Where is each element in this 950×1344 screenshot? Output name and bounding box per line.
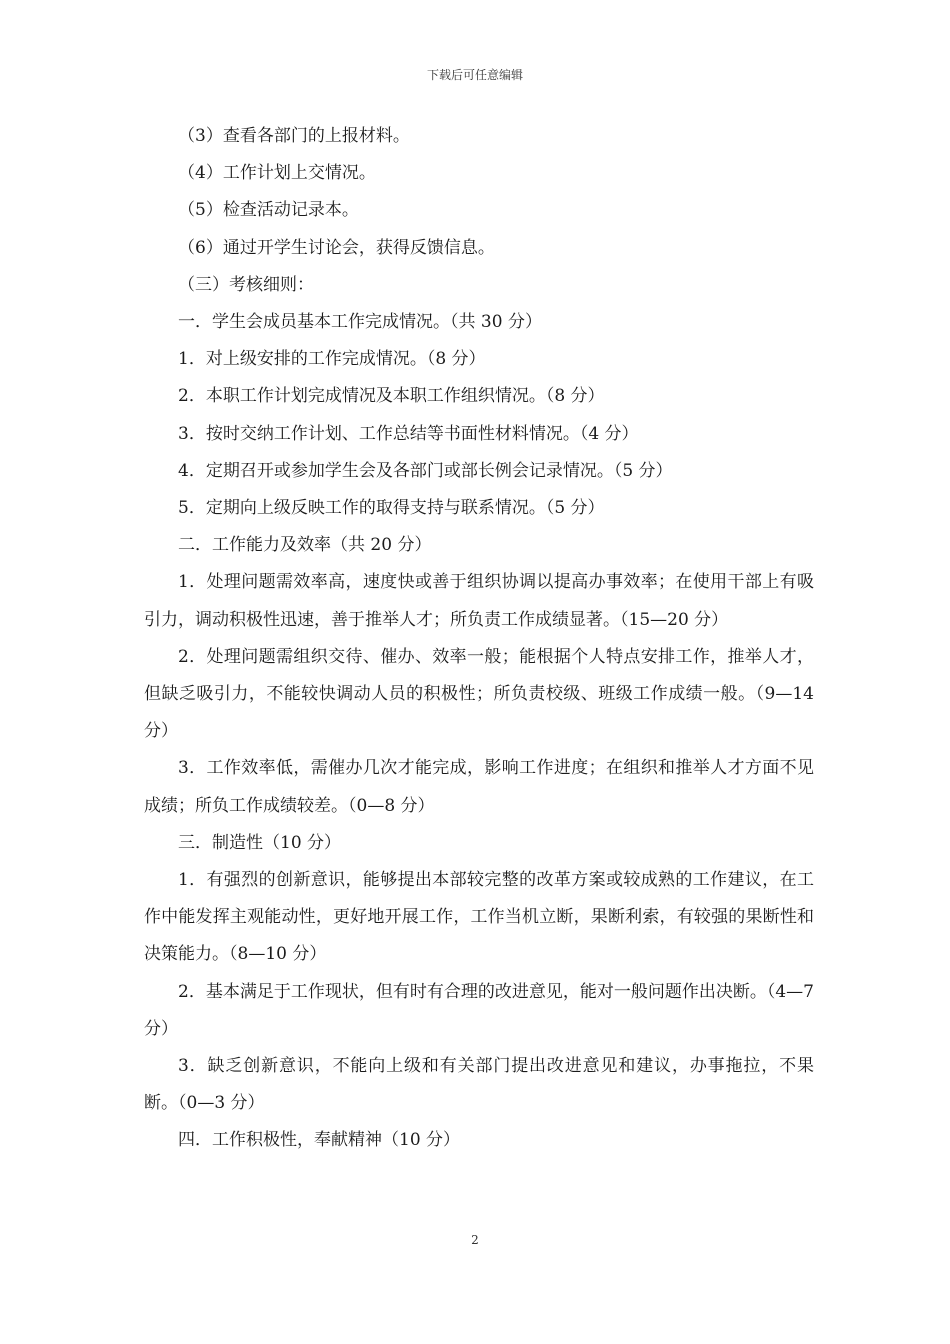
paragraph: （4）工作计划上交情况。 — [178, 163, 376, 184]
list-item: 3．按时交纳工作计划、工作总结等书面性材料情况。（4 分） — [178, 423, 639, 444]
list-item: 2．本职工作计划完成情况及本职工作组织情况。（8 分） — [178, 386, 605, 407]
paragraph: （6）通过开学生讨论会，获得反馈信息。 — [178, 237, 495, 258]
list-item: 3．缺乏创新意识，不能向上级和有关部门提出改进意见和建议，办事拖拉，不果断。（0—3 分） — [144, 1056, 814, 1114]
list-item: 2．基本满足于工作现状，但有时有合理的改进意见，能对一般问题作出决断。（4—7 分） — [144, 981, 820, 1039]
list-item: 1．对上级安排的工作完成情况。（8 分） — [178, 349, 486, 370]
list-item: 2．处理问题需组织交待、催办、效率一般；能根据个人特点安排工作，推举人才，但缺乏吸引力，不能较快调动人员的积极性；所负责校级、班级工作成绩一般。（9—14 分） — [144, 646, 820, 742]
section-heading: 四．工作积极性，奉献精神（10 分） — [178, 1130, 461, 1151]
page-number: 2 — [471, 1233, 479, 1247]
header-note: 下载后可任意编辑 — [426, 68, 523, 82]
section-heading: 一．学生会成员基本工作完成情况。（共 30 分） — [178, 312, 542, 333]
list-item: 4．定期召开或参加学生会及各部门或部长例会记录情况。（5 分） — [178, 460, 673, 481]
document-body — [144, 118, 820, 1160]
list-item: 1．处理问题需效率高，速度快或善于组织协调以提高办事效率；在使用干部上有吸引力，调动积极性迅速，善于推举人才；所负责工作成绩显著。（15—20 分） — [144, 572, 814, 630]
paragraph: （3）查看各部门的上报材料。 — [178, 126, 410, 146]
list-item: 5．定期向上级反映工作的取得支持与联系情况。（5 分） — [178, 498, 605, 519]
section-heading: 三．制造性（10 分） — [178, 832, 342, 853]
section-heading: （三）考核细则： — [178, 274, 314, 295]
list-item: 3．工作效率低，需催办几次才能完成，影响工作进度；在组织和推举人才方面不见成绩；所负工作成绩较差。（0—8 分） — [144, 758, 814, 816]
section-heading: 二．工作能力及效率（共 20 分） — [178, 535, 432, 556]
paragraph: （5）检查活动记录本。 — [178, 200, 359, 221]
list-item: 1．有强烈的创新意识，能够提出本部较完整的改革方案或较成熟的工作建议，在工作中能发挥主观能动性，更好地开展工作，工作当机立断，果断利索，有较强的果断性和决策能力。（8—10 分） — [144, 870, 814, 965]
